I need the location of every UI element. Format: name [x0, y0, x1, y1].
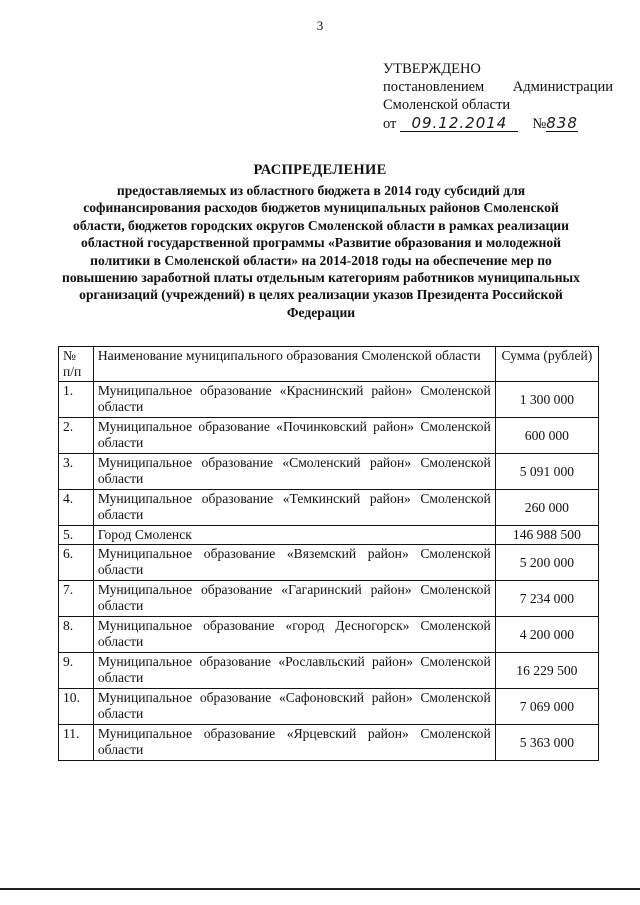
table-row [59, 581, 599, 617]
row-sum: 600 000 [495, 418, 598, 454]
row-name: Город Смоленск [93, 526, 495, 545]
date-prefix: от [383, 116, 397, 132]
table-row [59, 454, 599, 490]
row-sum: 1 300 000 [495, 382, 598, 418]
row-number: 3. [59, 454, 94, 490]
row-sum: 16 229 500 [495, 653, 598, 689]
row-sum: 146 988 500 [495, 526, 598, 545]
row-number: 6. [59, 545, 94, 581]
row-number: 8. [59, 617, 94, 653]
row-name: Муниципальное образование «Краснинский район» Смоленской области [93, 382, 495, 418]
approval-heading: УТВЕРЖДЕНО [383, 61, 481, 77]
distribution-table [58, 346, 599, 761]
approval-administration-word: Администрации [512, 79, 613, 95]
row-sum: 7 234 000 [495, 581, 598, 617]
row-sum: 260 000 [495, 490, 598, 526]
approval-region: Смоленской области [383, 97, 511, 113]
table-row [59, 689, 599, 725]
row-name: Муниципальное образование «Сафоновский район» Смоленской области [93, 689, 495, 725]
approval-date: 09.12.2014 [400, 116, 518, 132]
table-row [59, 490, 599, 526]
table-row [59, 617, 599, 653]
header-sum: Сумма (рублей) [495, 347, 598, 382]
row-name: Муниципальное образование «Темкинский район» Смоленской области [93, 490, 495, 526]
number-prefix: № [532, 116, 547, 132]
row-name: Муниципальное образование «Гагаринский район» Смоленской области [93, 581, 495, 617]
header-name: Наименование муниципального образования Смоленской области [93, 347, 495, 382]
approval-number: 838 [546, 114, 578, 132]
row-name: Муниципальное образование «Смоленский район» Смоленской области [93, 454, 495, 490]
page-number: 3 [316, 18, 324, 33]
table-row [59, 526, 599, 545]
row-number: 9. [59, 653, 94, 689]
row-sum: 5 363 000 [495, 725, 598, 761]
row-name: Муниципальное образование «Рославльский район» Смоленской области [93, 653, 495, 689]
row-sum: 4 200 000 [495, 617, 598, 653]
document-subtitle: предоставляемых из областного бюджета в 2014 году субсидий для софинансирования расходов бюджетов муниципальных районов Смоленской области, бюджетов городских округов Смоленской области в рамках реализации областной государственной программы «Развитие образования и молодежной политики в Смоленской области» на 2014-2018 годы на обеспечение мер по повышению заработной платы отдельным категориям работников муниципальных организаций (учреждений) в целях реализации указов Президента Российской Федерации [62, 183, 580, 320]
row-number: 2. [59, 418, 94, 454]
row-name: Муниципальное образование «город Десногорск» Смоленской области [93, 617, 495, 653]
table-header-row [59, 347, 599, 382]
table-row [59, 418, 599, 454]
row-number: 11. [59, 725, 94, 761]
approval-date-line [383, 115, 613, 133]
approval-line-resolution [383, 78, 613, 96]
document-title: РАСПРЕДЕЛЕНИЕ [253, 162, 387, 178]
row-name: Муниципальное образование «Вяземский район» Смоленской области [93, 545, 495, 581]
row-number: 4. [59, 490, 94, 526]
table-row [59, 653, 599, 689]
table-row [59, 382, 599, 418]
table-row [59, 545, 599, 581]
table-row [59, 725, 599, 761]
approval-resolution-word: постановлением [383, 79, 485, 95]
row-sum: 5 091 000 [495, 454, 598, 490]
header-number: № п/п [59, 347, 94, 382]
row-sum: 5 200 000 [495, 545, 598, 581]
row-sum: 7 069 000 [495, 689, 598, 725]
row-name: Муниципальное образование «Ярцевский район» Смоленской области [93, 725, 495, 761]
approval-stamp [383, 60, 613, 133]
row-number: 1. [59, 382, 94, 418]
row-name: Муниципальное образование «Починковский район» Смоленской области [93, 418, 495, 454]
footer-divider [0, 888, 640, 890]
row-number: 7. [59, 581, 94, 617]
row-number: 5. [59, 526, 94, 545]
row-number: 10. [59, 689, 94, 725]
